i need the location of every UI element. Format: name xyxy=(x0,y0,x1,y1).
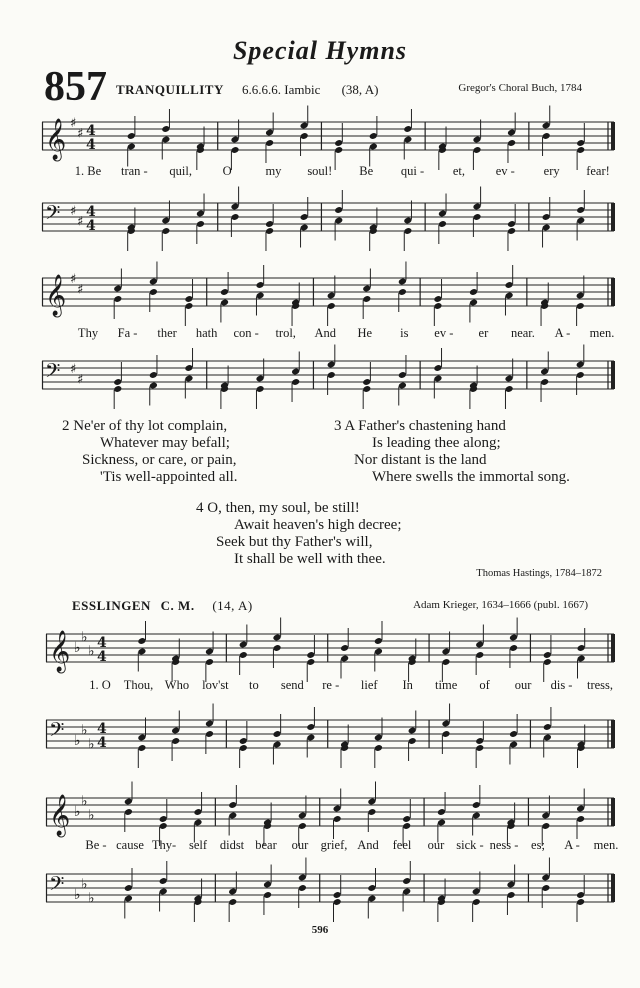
lyric-syllable: feel xyxy=(392,838,412,852)
verse-line: 4 O, then, my soul, be still! xyxy=(196,500,360,516)
lyric-syllable: lief xyxy=(360,678,378,692)
lyric-syllable: con - xyxy=(233,326,259,340)
tune-name: ESSLINGEN xyxy=(72,598,151,613)
lyric-syllable: re - xyxy=(322,678,340,692)
lyric-syllable: Thy- xyxy=(151,838,177,852)
music-system-3-treble xyxy=(46,626,614,676)
lyric-syllable: fear! xyxy=(586,164,610,178)
time-signature-bottom: 4 xyxy=(86,218,96,234)
music-system-4-treble xyxy=(46,790,614,840)
lyric-syllable: ev - xyxy=(495,164,515,178)
lyric-syllable: our xyxy=(291,838,309,852)
music-system-2-bass xyxy=(42,353,614,403)
flat-icon: ♭ xyxy=(81,722,88,739)
lyric-syllable: near. xyxy=(510,326,535,340)
lyric-syllable: time xyxy=(435,678,458,692)
treble-clef-icon: 𝄞 xyxy=(49,631,71,672)
lyrics-line-2 xyxy=(0,326,640,342)
lyric-syllable: didst xyxy=(219,838,245,852)
time-signature-top: 4 xyxy=(97,635,107,651)
composer-attribution: Adam Krieger, 1634–1666 (publ. 1667) xyxy=(413,599,588,611)
lyric-syllable: tran - xyxy=(120,164,148,178)
lyric-syllable: er xyxy=(478,326,489,340)
time-signature-top: 4 xyxy=(97,721,107,737)
lyric-syllable: Who xyxy=(164,678,190,692)
verse-line: Await heaven's high decree; xyxy=(234,517,402,533)
lyric-syllable: Be - xyxy=(85,838,107,852)
lyric-syllable: es; xyxy=(531,838,545,852)
lyric-syllable: ther xyxy=(157,326,177,340)
verse-line: Whatever may befall; xyxy=(100,435,230,451)
music-system-2-treble xyxy=(42,270,614,320)
verse-4 xyxy=(196,500,402,568)
lyric-syllable: Thy xyxy=(77,326,99,340)
verse-line: Nor distant is the land xyxy=(354,452,487,468)
music-system-3-bass xyxy=(46,712,614,762)
lyric-syllable: to xyxy=(248,678,259,692)
lyric-syllable: our xyxy=(427,838,445,852)
verse-line: Seek but thy Father's will, xyxy=(216,534,373,550)
flat-icon: ♭ xyxy=(88,807,95,824)
flat-icon: ♭ xyxy=(74,733,81,749)
bass-clef-icon: 𝄢 xyxy=(49,872,65,900)
lyric-syllable: of xyxy=(479,678,490,692)
tune-name-esslingen xyxy=(72,598,253,614)
lyric-syllable: quil, xyxy=(169,164,193,178)
verse-line: 2 Ne'er of thy lot complain, xyxy=(62,418,228,434)
lyric-syllable: A - xyxy=(554,326,571,340)
page-number: 596 xyxy=(311,924,329,936)
lyric-syllable: self xyxy=(188,838,208,852)
treble-clef-icon: 𝄞 xyxy=(45,119,67,160)
lyric-syllable: cause xyxy=(116,838,144,852)
flat-icon: ♭ xyxy=(81,793,88,810)
lyric-syllable: O xyxy=(222,164,232,178)
lyric-syllable: send xyxy=(280,678,304,692)
lyric-syllable: Be xyxy=(359,164,374,178)
composer-attribution: Gregor's Choral Buch, 1784 xyxy=(458,82,582,94)
music-system-1-treble xyxy=(42,114,614,164)
lyric-syllable: Fa - xyxy=(117,326,138,340)
lyric-syllable: And xyxy=(357,838,379,852)
lyrics-line-1 xyxy=(0,164,640,180)
bass-clef-icon: 𝄢 xyxy=(45,201,61,229)
lyric-syllable: In xyxy=(402,678,413,692)
sharp-icon: ♯ xyxy=(70,362,77,377)
lyric-syllable: et, xyxy=(452,164,465,178)
time-signature-bottom: 4 xyxy=(86,137,96,153)
hymn-number: 857 xyxy=(44,64,107,110)
verse-line: It shall be well with thee. xyxy=(234,551,386,567)
lyric-syllable: A - xyxy=(564,838,580,852)
sharp-icon: ♯ xyxy=(77,214,84,230)
flat-icon: ♭ xyxy=(74,804,81,820)
lyrics-line-4 xyxy=(0,838,640,854)
lyric-syllable: sick - xyxy=(456,838,484,852)
lyric-syllable: my xyxy=(265,164,282,178)
treble-clef-icon: 𝄞 xyxy=(45,275,67,316)
sharp-icon: ♯ xyxy=(70,272,77,287)
sharp-icon: ♯ xyxy=(70,116,77,131)
bass-clef-icon: 𝄢 xyxy=(49,718,65,746)
treble-clef-icon: 𝄞 xyxy=(49,795,71,836)
lyric-syllable: dis - xyxy=(550,678,573,692)
bass-clef-icon: 𝄢 xyxy=(45,359,61,387)
flat-icon: ♭ xyxy=(88,736,95,753)
verse-line: Where swells the immortal song. xyxy=(372,469,570,485)
time-signature-bottom: 4 xyxy=(97,649,107,665)
flat-icon: ♭ xyxy=(74,887,81,903)
lyric-syllable: is xyxy=(400,326,409,340)
time-signature-top: 4 xyxy=(86,123,96,139)
time-signature-top: 4 xyxy=(86,204,96,220)
lyric-syllable: bear xyxy=(255,838,277,852)
verse-line: Sickness, or care, or pain, xyxy=(82,452,237,468)
lyric-syllable: He xyxy=(357,326,373,340)
key-reference: (14, A) xyxy=(212,598,253,613)
lyric-syllable: grief, xyxy=(320,838,348,852)
lyric-syllable: ness - xyxy=(489,838,519,852)
verse-line: 'Tis well-appointed all. xyxy=(100,469,238,485)
lyric-syllable: our xyxy=(514,678,532,692)
meter-and-key xyxy=(242,82,378,98)
lyric-syllable: men. xyxy=(593,838,619,852)
verse-line: 3 A Father's chastening hand xyxy=(334,418,506,434)
lyric-syllable: qui - xyxy=(400,164,425,178)
flat-icon: ♭ xyxy=(88,643,95,660)
meter: C. M. xyxy=(160,598,195,613)
lyric-syllable: tress, xyxy=(586,678,614,692)
verse-3 xyxy=(334,418,570,486)
key-reference: (38, A) xyxy=(341,82,379,97)
music-system-4-bass xyxy=(46,866,614,916)
tune-name: TRANQUILLITY xyxy=(116,82,224,97)
lyric-syllable: And xyxy=(314,326,336,340)
lyric-syllable: 1. O xyxy=(89,678,111,692)
verse-2 xyxy=(62,418,238,486)
sharp-icon: ♯ xyxy=(77,126,84,142)
lyrics-line-3 xyxy=(0,678,640,694)
lyric-syllable: ery xyxy=(543,164,560,178)
sharp-icon: ♯ xyxy=(70,204,77,219)
lyric-syllable: men. xyxy=(589,326,615,340)
lyric-syllable: trol, xyxy=(275,326,296,340)
sharp-icon: ♯ xyxy=(77,282,84,298)
flat-icon: ♭ xyxy=(81,629,88,646)
lyric-syllable: ev - xyxy=(434,326,454,340)
text-author: Thomas Hastings, 1784–1872 xyxy=(476,568,602,579)
lyric-syllable: 1. Be xyxy=(74,164,102,178)
lyric-syllable: hath xyxy=(195,326,218,340)
sharp-icon: ♯ xyxy=(77,372,84,388)
lyric-syllable: lov'st xyxy=(202,678,229,692)
meter: 6.6.6.6. Iambic xyxy=(242,82,321,97)
lyric-syllable: soul! xyxy=(307,164,333,178)
time-signature-bottom: 4 xyxy=(97,735,107,751)
verse-line: Is leading thee along; xyxy=(372,435,501,451)
flat-icon: ♭ xyxy=(81,876,88,893)
music-system-1-bass xyxy=(42,195,614,245)
flat-icon: ♭ xyxy=(88,890,95,907)
flat-icon: ♭ xyxy=(74,640,81,656)
section-title: Special Hymns xyxy=(232,36,408,65)
lyric-syllable: Thou, xyxy=(123,678,154,692)
